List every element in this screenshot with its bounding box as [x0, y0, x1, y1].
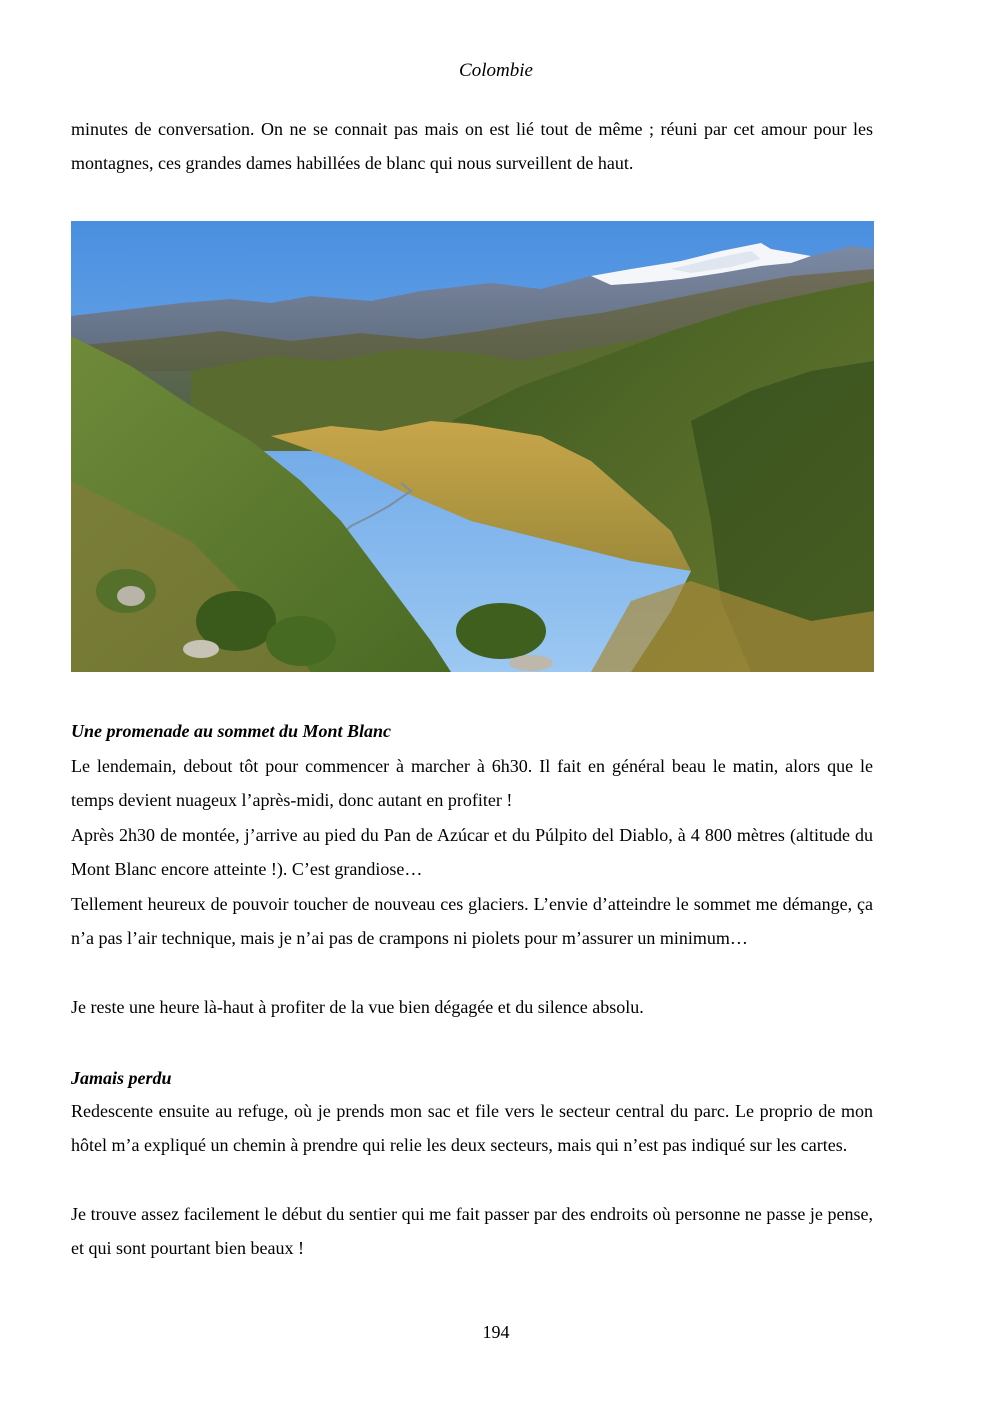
- paragraph: Après 2h30 de montée, j’arrive au pied du Pan de Azúcar et du Púlpito del Diablo, à 4 800 mètres (altitude du Mont Blanc encore atteinte !). C’est grandiose…: [71, 825, 873, 879]
- section-heading-mont-blanc: Une promenade au sommet du Mont Blanc: [71, 721, 392, 741]
- paragraph: Tellement heureux de pouvoir toucher de nouveau ces glaciers. L’envie d’atteindre le sommet me démange, ça n’a pas l’air technique, mais je n’ai pas de crampons ni piolets pour m’assurer un minimum…: [71, 894, 873, 948]
- paragraph: Je trouve assez facilement le début du sentier qui me fait passer par des endroits où personne ne passe je pense, et qui sont pourtant bien beaux !: [71, 1204, 873, 1258]
- running-header: Colombie: [459, 60, 533, 81]
- intro-paragraph: minutes de conversation. On ne se connait pas mais on est lié tout de même ; réuni par cet amour pour les montagnes, ces grandes dames habillées de blanc qui nous surveillent de haut.: [71, 119, 873, 173]
- paragraph: Redescente ensuite au refuge, où je prends mon sac et file vers le secteur central du parc. Le proprio de mon hôtel m’a expliqué un chemin à prendre qui relie les deux secteurs, mais qui n’est pas indiqué sur les cartes.: [71, 1101, 873, 1155]
- page-number: 194: [482, 1322, 510, 1342]
- mountain-valley-photo: [71, 221, 874, 672]
- paragraph: Je reste une heure là-haut à profiter de la vue bien dégagée et du silence absolu.: [71, 997, 644, 1017]
- paragraph: Le lendemain, debout tôt pour commencer à marcher à 6h30. Il fait en général beau le matin, alors que le temps devient nuageux l’après-midi, donc autant en profiter !: [71, 756, 873, 810]
- section-heading-jamais-perdu: Jamais perdu: [71, 1068, 172, 1088]
